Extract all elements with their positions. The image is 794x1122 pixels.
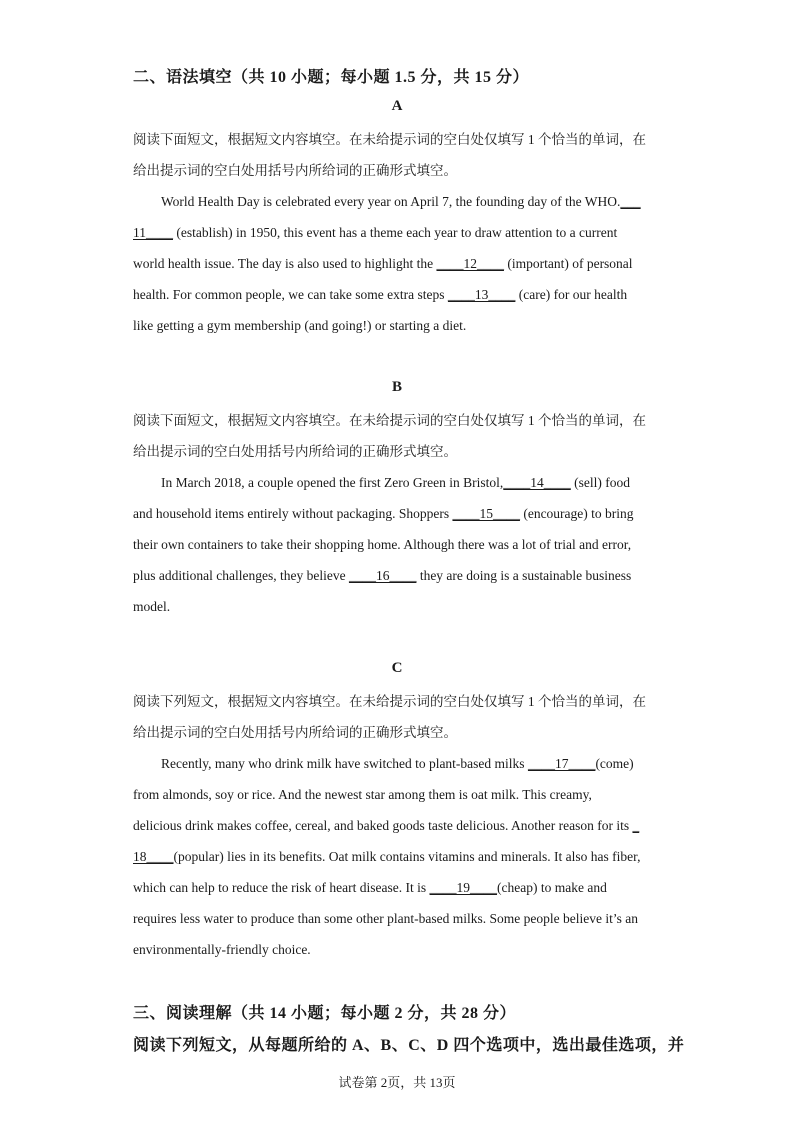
instruction-line: 阅读下面短文，根据短文内容填空。在未给提示词的空白处仅填写 1 个恰当的单词，在 <box>133 132 646 147</box>
blank-11[interactable]: 11____ <box>133 225 173 240</box>
passage-text: health. For common people, we can take some extra steps <box>133 287 448 302</box>
passage-line: environmentally-friendly choice. <box>133 942 311 957</box>
blank-15[interactable]: ____15____ <box>452 506 520 521</box>
blank-18-start[interactable]: _ <box>632 818 640 833</box>
instruction-line: 给出提示词的空白处用括号内所给词的正确形式填空。 <box>133 444 457 459</box>
passage-line <box>133 217 663 248</box>
blank-12[interactable]: ____12____ <box>436 256 504 271</box>
blank-13[interactable]: ____13____ <box>447 287 516 302</box>
blank-14[interactable]: ____14____ <box>503 475 571 490</box>
passage-line: from almonds, soy or rice. And the newest star among them is oat milk. This creamy, <box>133 787 592 802</box>
passage-line <box>133 560 663 591</box>
section-3-heading: 三、阅读理解（共 14 小题；每小题 2 分，共 28 分） <box>133 1005 517 1022</box>
blank-19[interactable]: ____19____ <box>429 880 498 895</box>
passage-line <box>133 279 663 310</box>
part-c-passage <box>133 748 663 965</box>
passage-text: (important) of personal <box>503 256 633 271</box>
passage-line <box>133 841 663 872</box>
instruction-line: 阅读下列短文，根据短文内容填空。在未给提示词的空白处仅填写 1 个恰当的单词，在 <box>133 694 646 709</box>
passage-line: requires less water to produce than some other plant-based milks. Some people believe it’s an <box>133 911 638 926</box>
passage-text: (popular) lies in its benefits. Oat milk contains vitamins and minerals. It also has fiber, <box>173 849 641 864</box>
passage-text: (care) for our health <box>515 287 628 302</box>
instruction-line: 给出提示词的空白处用括号内所给词的正确形式填空。 <box>133 725 457 740</box>
passage-line <box>133 810 663 841</box>
blank-16[interactable]: ____16____ <box>348 568 417 583</box>
part-a-instructions <box>133 124 663 186</box>
passage-text: (sell) food <box>570 475 631 490</box>
passage-text: (cheap) to make and <box>497 880 607 895</box>
passage-line: their own containers to take their shopping home. Although there was a lot of trial and error, <box>133 537 632 552</box>
passage-text: (come) <box>595 756 634 771</box>
blank-11-start[interactable]: ___ <box>620 194 641 209</box>
blank-18[interactable]: 18____ <box>133 849 174 864</box>
passage-text: (encourage) to bring <box>519 506 634 521</box>
passage-line <box>133 498 663 529</box>
part-c-instructions <box>133 686 663 748</box>
passage-text: (establish) in 1950, this event has a theme each year to draw attention to a current <box>173 225 618 240</box>
part-c-title: C <box>391 660 403 676</box>
passage-text: world health issue. The day is also used to highlight the <box>133 256 437 271</box>
instruction-line: 阅读下面短文，根据短文内容填空。在未给提示词的空白处仅填写 1 个恰当的单词，在 <box>133 413 646 428</box>
part-a-passage <box>133 186 663 341</box>
passage-line: model. <box>133 599 171 614</box>
passage-text: delicious drink makes coffee, cereal, and baked goods taste delicious. Another reason for its <box>133 818 633 833</box>
blank-17[interactable]: ____17____ <box>527 756 596 771</box>
passage-text: which can help to reduce the risk of heart disease. It is <box>133 880 430 895</box>
part-b-passage <box>133 467 663 622</box>
passage-text: World Health Day is celebrated every year on April 7, the founding day of the WHO. <box>161 194 621 209</box>
passage-text: they are doing is a sustainable business <box>416 568 632 583</box>
passage-text: In March 2018, a couple opened the first Zero Green in Bristol, <box>161 475 504 490</box>
passage-text: Recently, many who drink milk have switched to plant-based milks <box>161 756 528 771</box>
passage-line <box>133 248 663 279</box>
part-b-instructions <box>133 405 663 467</box>
passage-line <box>133 748 663 779</box>
passage-line <box>133 872 663 903</box>
passage-text: plus additional challenges, they believe <box>133 568 349 583</box>
instruction-line: 给出提示词的空白处用括号内所给词的正确形式填空。 <box>133 163 457 178</box>
passage-line: like getting a gym membership (and going!) or starting a diet. <box>133 318 467 333</box>
part-a-title: A <box>391 98 403 114</box>
part-b-title: B <box>391 379 402 395</box>
section-3-instructions: 阅读下列短文，从每题所给的 A、B、C、D 四个选项中，选出最佳选项，并 <box>133 1037 685 1054</box>
passage-line <box>133 467 663 498</box>
passage-line <box>133 186 663 217</box>
passage-text: and household items entirely without packaging. Shoppers <box>133 506 453 521</box>
page-footer: 试卷第 2页，共 13页 <box>338 1075 456 1090</box>
section-2-heading: 二、语法填空（共 10 小题；每小题 1.5 分，共 15 分） <box>133 69 530 86</box>
